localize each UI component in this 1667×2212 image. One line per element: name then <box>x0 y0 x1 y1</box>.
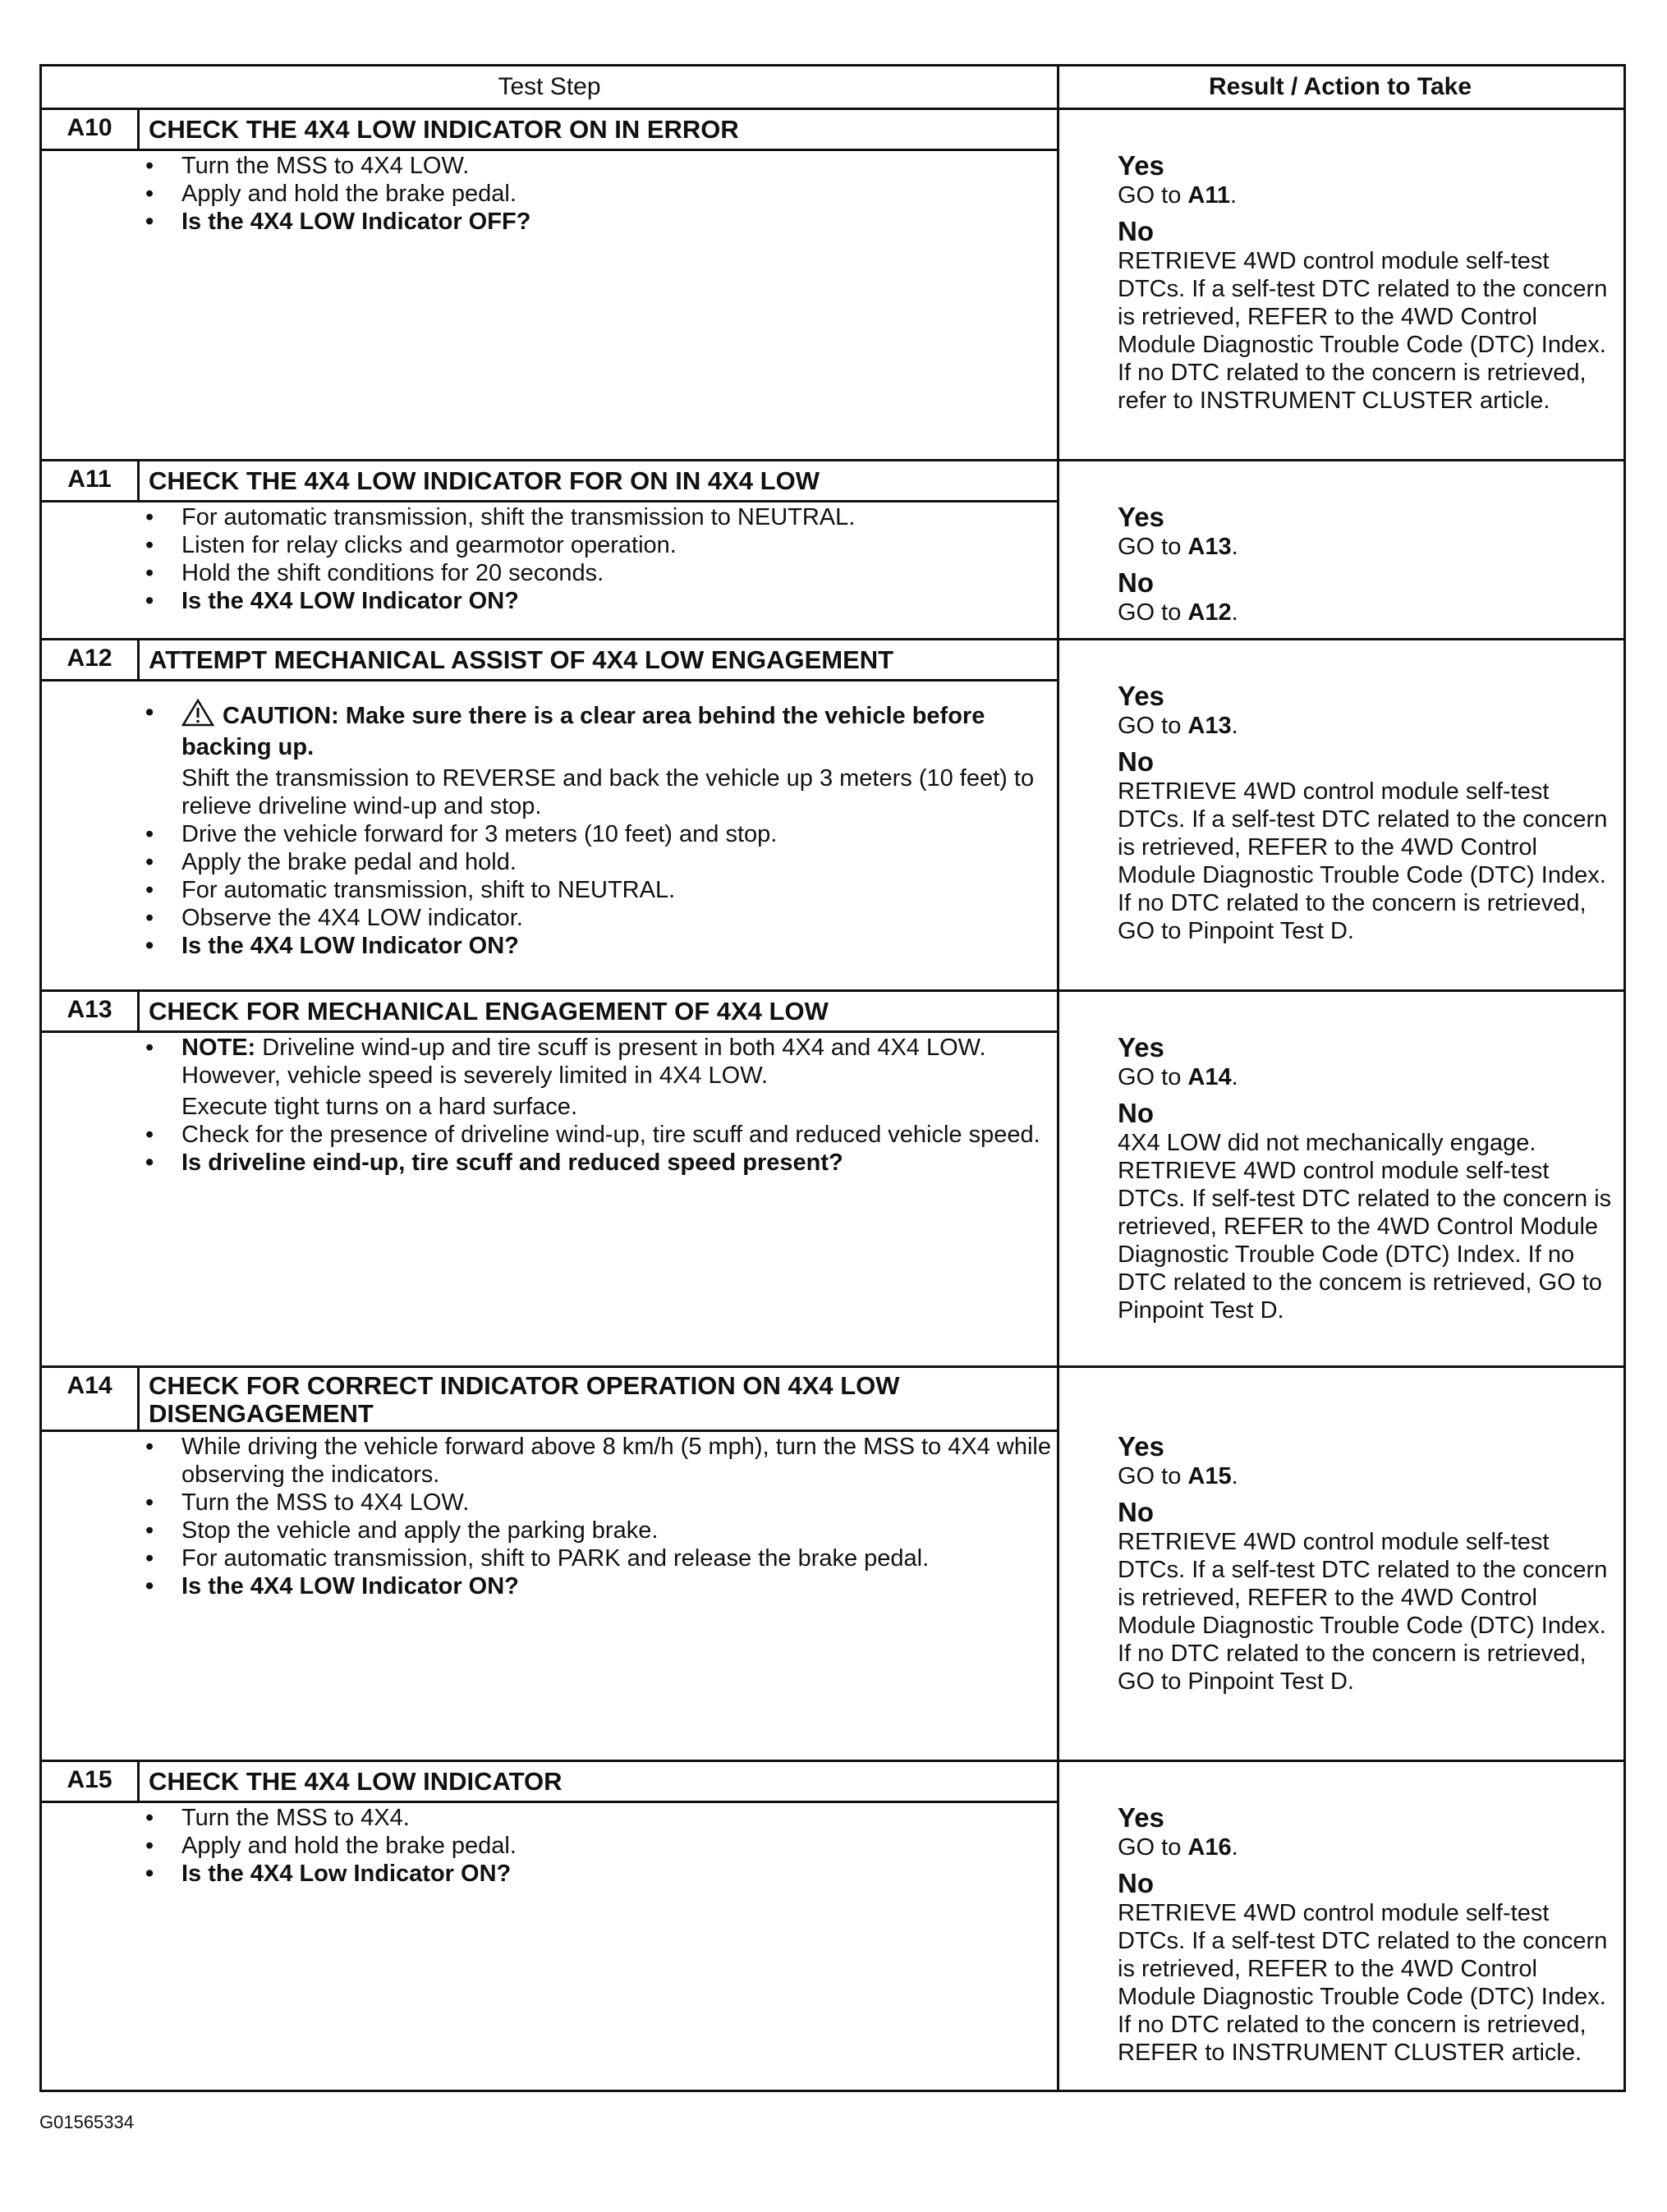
warning-triangle-icon <box>181 699 214 733</box>
step-instructions <box>181 1804 1077 1888</box>
yes-action: GO to A11. <box>1118 182 1238 209</box>
yes-action: GO to A13. <box>1118 534 1238 560</box>
no-label: No <box>1118 216 1154 246</box>
no-action: RETRIEVE 4WD control module self-test DTCs. If a self-test DTC related to the concern is retrieved, REFER to the 4WD Control Module Diagnostic Trouble Code (DTC) Index. If no DTC related to the concern is retrieved, GO to Pinpoint Test D. <box>1118 778 1608 944</box>
id-divider <box>137 989 140 1030</box>
no-action-text: GO to <box>1118 599 1188 626</box>
no-label: No <box>1118 567 1154 598</box>
caution-item <box>181 699 1077 761</box>
step-result <box>1118 1032 1619 1331</box>
yes-action-text: GO to <box>1118 534 1188 560</box>
step-id: A13 <box>67 996 113 1023</box>
step-divider <box>42 638 1623 640</box>
instruction: • Observe the 4X4 LOW indicator. <box>181 904 1077 932</box>
title-divider <box>42 500 1057 503</box>
id-divider <box>137 1365 140 1430</box>
instruction: • For automatic transmission, shift to NEUTRAL. <box>181 876 1077 904</box>
no-action: GO to A12. <box>1118 599 1238 626</box>
step-divider <box>42 989 1623 992</box>
id-divider <box>137 638 140 679</box>
step-instructions <box>181 152 1077 236</box>
step-question: • Is driveline eind-up, tire scuff and reduced speed present? <box>181 1149 1077 1177</box>
yes-action-text: GO to <box>1118 713 1188 739</box>
step-question: • Is the 4X4 LOW Indicator ON? <box>181 932 1077 960</box>
yes-action: GO to A14. <box>1118 1064 1238 1090</box>
test-step-table <box>39 64 1626 2092</box>
step-id: A15 <box>67 1766 113 1793</box>
step-title: CHECK THE 4X4 LOW INDICATOR <box>149 1767 563 1796</box>
instruction: • Turn the MSS to 4X4 LOW. <box>181 1489 1077 1517</box>
instruction: • Drive the vehicle forward for 3 meters (10 feet) and stop. <box>181 820 1077 848</box>
step-id: A14 <box>67 1372 113 1399</box>
step-title: CHECK THE 4X4 LOW INDICATOR FOR ON IN 4X4 LOW <box>149 466 820 495</box>
yes-label: Yes <box>1118 1802 1164 1833</box>
instruction: Execute tight turns on a hard surface. <box>181 1094 577 1120</box>
yes-label: Yes <box>1118 1032 1164 1062</box>
instruction: • Turn the MSS to 4X4. <box>181 1804 1077 1832</box>
instruction: • For automatic transmission, shift the transmission to NEUTRAL. <box>181 503 1077 531</box>
instruction: • While driving the vehicle forward above 8 km/h (5 mph), turn the MSS to 4X4 while observing the indicators. <box>181 1433 1077 1489</box>
instruction: • Listen for relay clicks and gearmotor operation. <box>181 531 1077 559</box>
step-result <box>1118 681 1619 952</box>
id-divider <box>137 1760 140 1801</box>
step-result <box>1118 150 1619 421</box>
no-action: RETRIEVE 4WD control module self-test DTCs. If a self-test DTC related to the concern is retrieved, REFER to the 4WD Control Module Diagnostic Trouble Code (DTC) Index. If no DTC related to the concern is retrieved, REFER to INSTRUMENT CLUSTER article. <box>1118 1900 1608 2066</box>
step-title: CHECK FOR CORRECT INDICATOR OPERATION ON 4X4 LOW DISENGAGEMENT <box>149 1371 900 1428</box>
instruction: • Apply and hold the brake pedal. <box>181 1832 1077 1860</box>
yes-label: Yes <box>1118 681 1164 711</box>
title-divider <box>42 1801 1057 1803</box>
yes-action-text: GO to <box>1118 1463 1188 1489</box>
no-label: No <box>1118 1868 1154 1898</box>
step-question: • Is the 4X4 Low Indicator ON? <box>181 1860 1077 1888</box>
header-result-action: Result / Action to Take <box>1208 73 1472 100</box>
yes-action-target: A11 <box>1187 182 1231 209</box>
yes-action: GO to A16. <box>1118 1834 1238 1861</box>
instruction: • Apply the brake pedal and hold. <box>181 848 1077 876</box>
step-instructions <box>181 1433 1077 1600</box>
yes-action-target: A13 <box>1187 534 1232 560</box>
step-title: CHECK FOR MECHANICAL ENGAGEMENT OF 4X4 LOW <box>149 997 829 1026</box>
yes-action-text: GO to <box>1118 1064 1188 1090</box>
step-question: • Is the 4X4 LOW Indicator OFF? <box>181 208 1077 236</box>
yes-action-text: GO to <box>1118 1834 1188 1861</box>
title-divider <box>42 149 1057 151</box>
yes-label: Yes <box>1118 150 1164 181</box>
yes-label: Yes <box>1118 1431 1164 1462</box>
instruction: • Check for the presence of driveline wind-up, tire scuff and reduced vehicle speed. <box>181 1121 1077 1149</box>
step-divider <box>42 459 1623 461</box>
step-title: CHECK THE 4X4 LOW INDICATOR ON IN ERROR <box>149 115 739 144</box>
caution-text: CAUTION: Make sure there is a clear area behind the vehicle before backing up. <box>181 703 985 760</box>
no-label: No <box>1118 1497 1154 1527</box>
figure-code: G01565334 <box>39 2112 134 2132</box>
note-text: Driveline wind-up and tire scuff is present in both 4X4 and 4X4 LOW. However, vehicle speed is severely limited in 4X4 LOW. <box>181 1035 986 1089</box>
step-instructions <box>181 503 1077 615</box>
yes-label: Yes <box>1118 502 1164 532</box>
yes-action-text: GO to <box>1118 182 1188 209</box>
step-id: A12 <box>67 645 113 672</box>
id-divider <box>137 108 140 149</box>
instruction: • Apply and hold the brake pedal. <box>181 180 1077 208</box>
no-action: 4X4 LOW did not mechanically engage. RETRIEVE 4WD control module self-test DTCs. If self-test DTC related to the concern is retrieved, REFER to the 4WD Control Module Diagnostic Trouble Code (DTC) Index. If no DTC related to the concem is retrieved, GO to Pinpoint Test D. <box>1118 1130 1612 1324</box>
yes-action-target: A16 <box>1187 1834 1232 1861</box>
id-divider <box>137 459 140 500</box>
step-question: • Is the 4X4 LOW Indicator ON? <box>181 1572 1077 1600</box>
step-id: A11 <box>67 466 112 493</box>
no-label: No <box>1118 1098 1154 1128</box>
header-test-step: Test Step <box>498 73 601 100</box>
instruction: Shift the transmission to REVERSE and back the vehicle up 3 meters (10 feet) to relieve driveline wind-up and stop. <box>181 765 1035 819</box>
note-item <box>181 1034 1077 1090</box>
title-divider <box>42 1030 1057 1033</box>
step-result <box>1118 1431 1619 1702</box>
yes-action: GO to A13. <box>1118 713 1238 739</box>
title-divider <box>42 679 1057 681</box>
step-divider <box>42 1365 1623 1368</box>
step-result <box>1118 502 1619 633</box>
note-label: NOTE: <box>181 1035 256 1061</box>
no-action: RETRIEVE 4WD control module self-test DTCs. If a self-test DTC related to the concern is retrieved, REFER to the 4WD Control Module Diagnostic Trouble Code (DTC) Index. If no DTC related to the concern is retrieved, GO to Pinpoint Test D. <box>1118 1529 1608 1695</box>
instruction: • For automatic transmission, shift to PARK and release the brake pedal. <box>181 1544 1077 1572</box>
no-action-target: A12 <box>1187 599 1232 626</box>
step-instructions <box>181 1034 1077 1177</box>
yes-action-target: A15 <box>1187 1463 1232 1489</box>
instruction: • Turn the MSS to 4X4 LOW. <box>181 152 1077 180</box>
step-id: A10 <box>67 114 113 141</box>
no-label: No <box>1118 746 1154 777</box>
step-title: ATTEMPT MECHANICAL ASSIST OF 4X4 LOW ENGAGEMENT <box>149 645 894 674</box>
no-action: RETRIEVE 4WD control module self-test DTCs. If a self-test DTC related to the concern is retrieved, REFER to the 4WD Control Module Diagnostic Trouble Code (DTC) Index. If no DTC related to the concern is retrieved, refer to INSTRUMENT CLUSTER article. <box>1118 248 1608 414</box>
step-question: • Is the 4X4 LOW Indicator ON? <box>181 587 1077 615</box>
yes-action-target: A13 <box>1187 713 1232 739</box>
header-divider <box>42 108 1623 110</box>
title-divider <box>42 1430 1057 1432</box>
step-instructions <box>181 699 1077 960</box>
step-divider <box>42 1760 1623 1762</box>
instruction: • Stop the vehicle and apply the parking brake. <box>181 1517 1077 1544</box>
instruction: • Hold the shift conditions for 20 seconds. <box>181 559 1077 587</box>
yes-action: GO to A15. <box>1118 1463 1238 1489</box>
step-result <box>1118 1802 1619 2073</box>
yes-action-target: A14 <box>1187 1064 1232 1090</box>
